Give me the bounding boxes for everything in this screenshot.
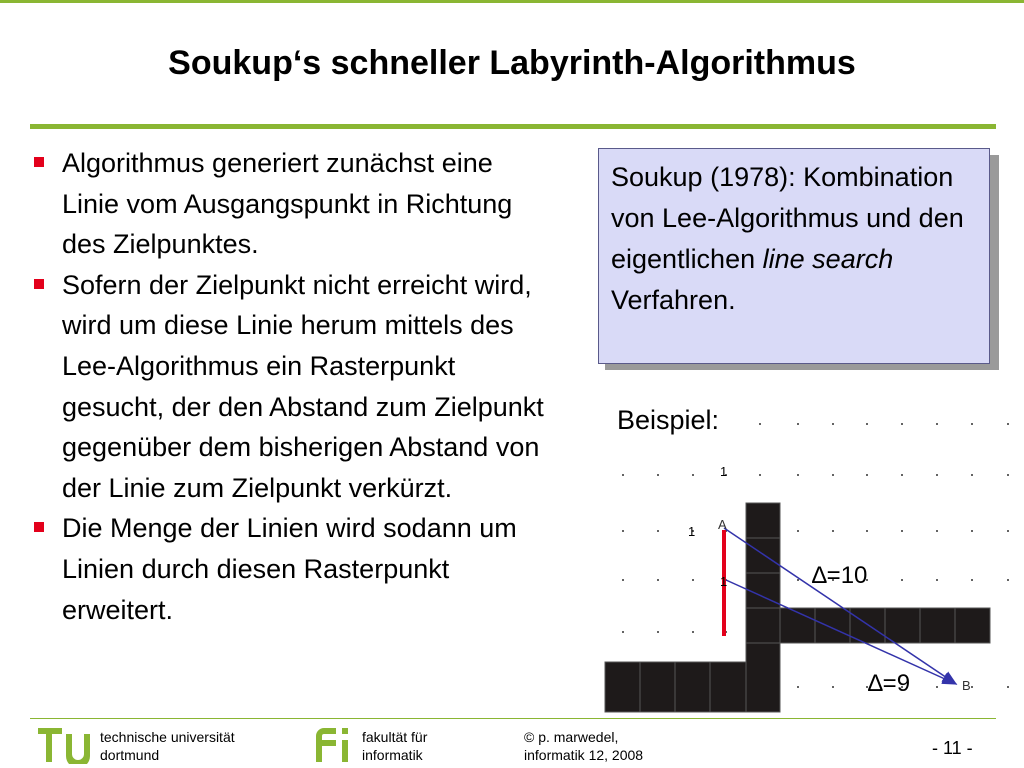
bullet-text: Die Menge der Linien wird sodann um Linien durch diesen Rasterpunkt erweitert.: [62, 513, 517, 625]
grid-dot: [832, 530, 834, 532]
label-one-mid: 1: [720, 574, 728, 589]
grid-dot: [866, 530, 868, 532]
grid-dot: [936, 579, 938, 581]
grid-dot: [1007, 579, 1009, 581]
grid-dot: [971, 579, 973, 581]
footer-university: [100, 728, 235, 764]
bullet-item: [34, 508, 554, 630]
grid-dot: [622, 631, 624, 633]
grid-dot: [936, 686, 938, 688]
grid-dot: [1007, 474, 1009, 476]
university-city: dortmund: [100, 747, 160, 763]
grid-dot: [971, 530, 973, 532]
grid-dot: [759, 474, 761, 476]
bullet-item: [34, 265, 554, 509]
page-number: - 11 -: [932, 738, 973, 758]
maze-example: [600, 400, 1024, 720]
label-delta-10: ∆=10: [812, 562, 868, 589]
label-one-left: 1: [688, 524, 696, 539]
grid-dot: [797, 530, 799, 532]
copyright-line1: © p. marwedel,: [524, 729, 619, 745]
label-point-a: A: [718, 517, 727, 532]
footer-copyright: [524, 728, 643, 764]
grid-dot: [692, 579, 694, 581]
grid-dots: [622, 423, 1009, 688]
grid-dot: [971, 686, 973, 688]
tu-logo: [38, 724, 94, 764]
grid-dot: [657, 631, 659, 633]
grid-dot: [1007, 686, 1009, 688]
example-label: Beispiel:: [617, 405, 720, 435]
grid-dot: [657, 474, 659, 476]
grid-dot: [901, 474, 903, 476]
grid-dot: [971, 423, 973, 425]
grid-dot: [832, 686, 834, 688]
grid-dot: [622, 530, 624, 532]
grid-dot: [1007, 530, 1009, 532]
grid-dot: [1007, 423, 1009, 425]
grid-dot: [866, 474, 868, 476]
grid-dot: [692, 631, 694, 633]
grid-dot: [936, 423, 938, 425]
info-box-text-end: Verfahren.: [611, 285, 736, 315]
grid-dot: [657, 530, 659, 532]
university-name: technische universität: [100, 729, 235, 745]
slide-title: Soukup‘s schneller Labyrinth-Algorithmus: [168, 44, 856, 82]
fi-logo: [310, 724, 358, 764]
grid-dot: [622, 579, 624, 581]
bullet-list: [34, 143, 554, 630]
info-box: [598, 148, 990, 364]
grid-dot: [797, 423, 799, 425]
footer-rule: [30, 718, 996, 719]
info-box-text: Soukup (1978): Kombination von Lee-Algorithmus und den eigentlichen: [611, 162, 964, 274]
grid-dot: [657, 579, 659, 581]
label-point-b: B: [962, 678, 971, 693]
grid-dot: [866, 423, 868, 425]
obstacle: [605, 503, 990, 712]
grid-dot: [901, 579, 903, 581]
bullet-square-icon: [34, 157, 44, 167]
top-accent-line: [0, 0, 1024, 3]
grid-dot: [901, 530, 903, 532]
copyright-line2: informatik 12, 2008: [524, 747, 644, 763]
label-one-top: 1: [720, 464, 728, 479]
footer-faculty: [362, 728, 427, 764]
bullet-square-icon: [34, 279, 44, 289]
grid-dot: [936, 530, 938, 532]
bullet-item: [34, 143, 554, 265]
grid-dot: [936, 474, 938, 476]
grid-dot: [797, 579, 799, 581]
info-box-italic: line search: [762, 244, 894, 274]
bullet-text: Sofern der Zielpunkt nicht erreicht wird, wird um diese Linie herum mittels des Lee-Algorithmus ein Rasterpunkt gesucht, der den Abstand zum Zielpunkt gegenüber dem bisherigen Abstand von der Linie zum Zielpunkt verkürzt.: [62, 269, 544, 503]
grid-dot: [797, 686, 799, 688]
label-delta-9: ∆=9: [868, 670, 911, 697]
grid-dot: [832, 423, 834, 425]
grid-dot: [797, 474, 799, 476]
grid-dot: [901, 423, 903, 425]
faculty-line2: informatik: [362, 747, 423, 763]
grid-dot: [692, 474, 694, 476]
grid-dot: [759, 423, 761, 425]
bullet-square-icon: [34, 522, 44, 532]
grid-dot: [971, 474, 973, 476]
bullet-text: Algorithmus generiert zunächst eine Linie vom Ausgangspunkt in Richtung des Zielpunktes.: [62, 148, 513, 260]
title-rule: [30, 124, 996, 129]
grid-dot: [832, 474, 834, 476]
faculty-line1: fakultät für: [362, 729, 428, 745]
grid-dot: [622, 474, 624, 476]
